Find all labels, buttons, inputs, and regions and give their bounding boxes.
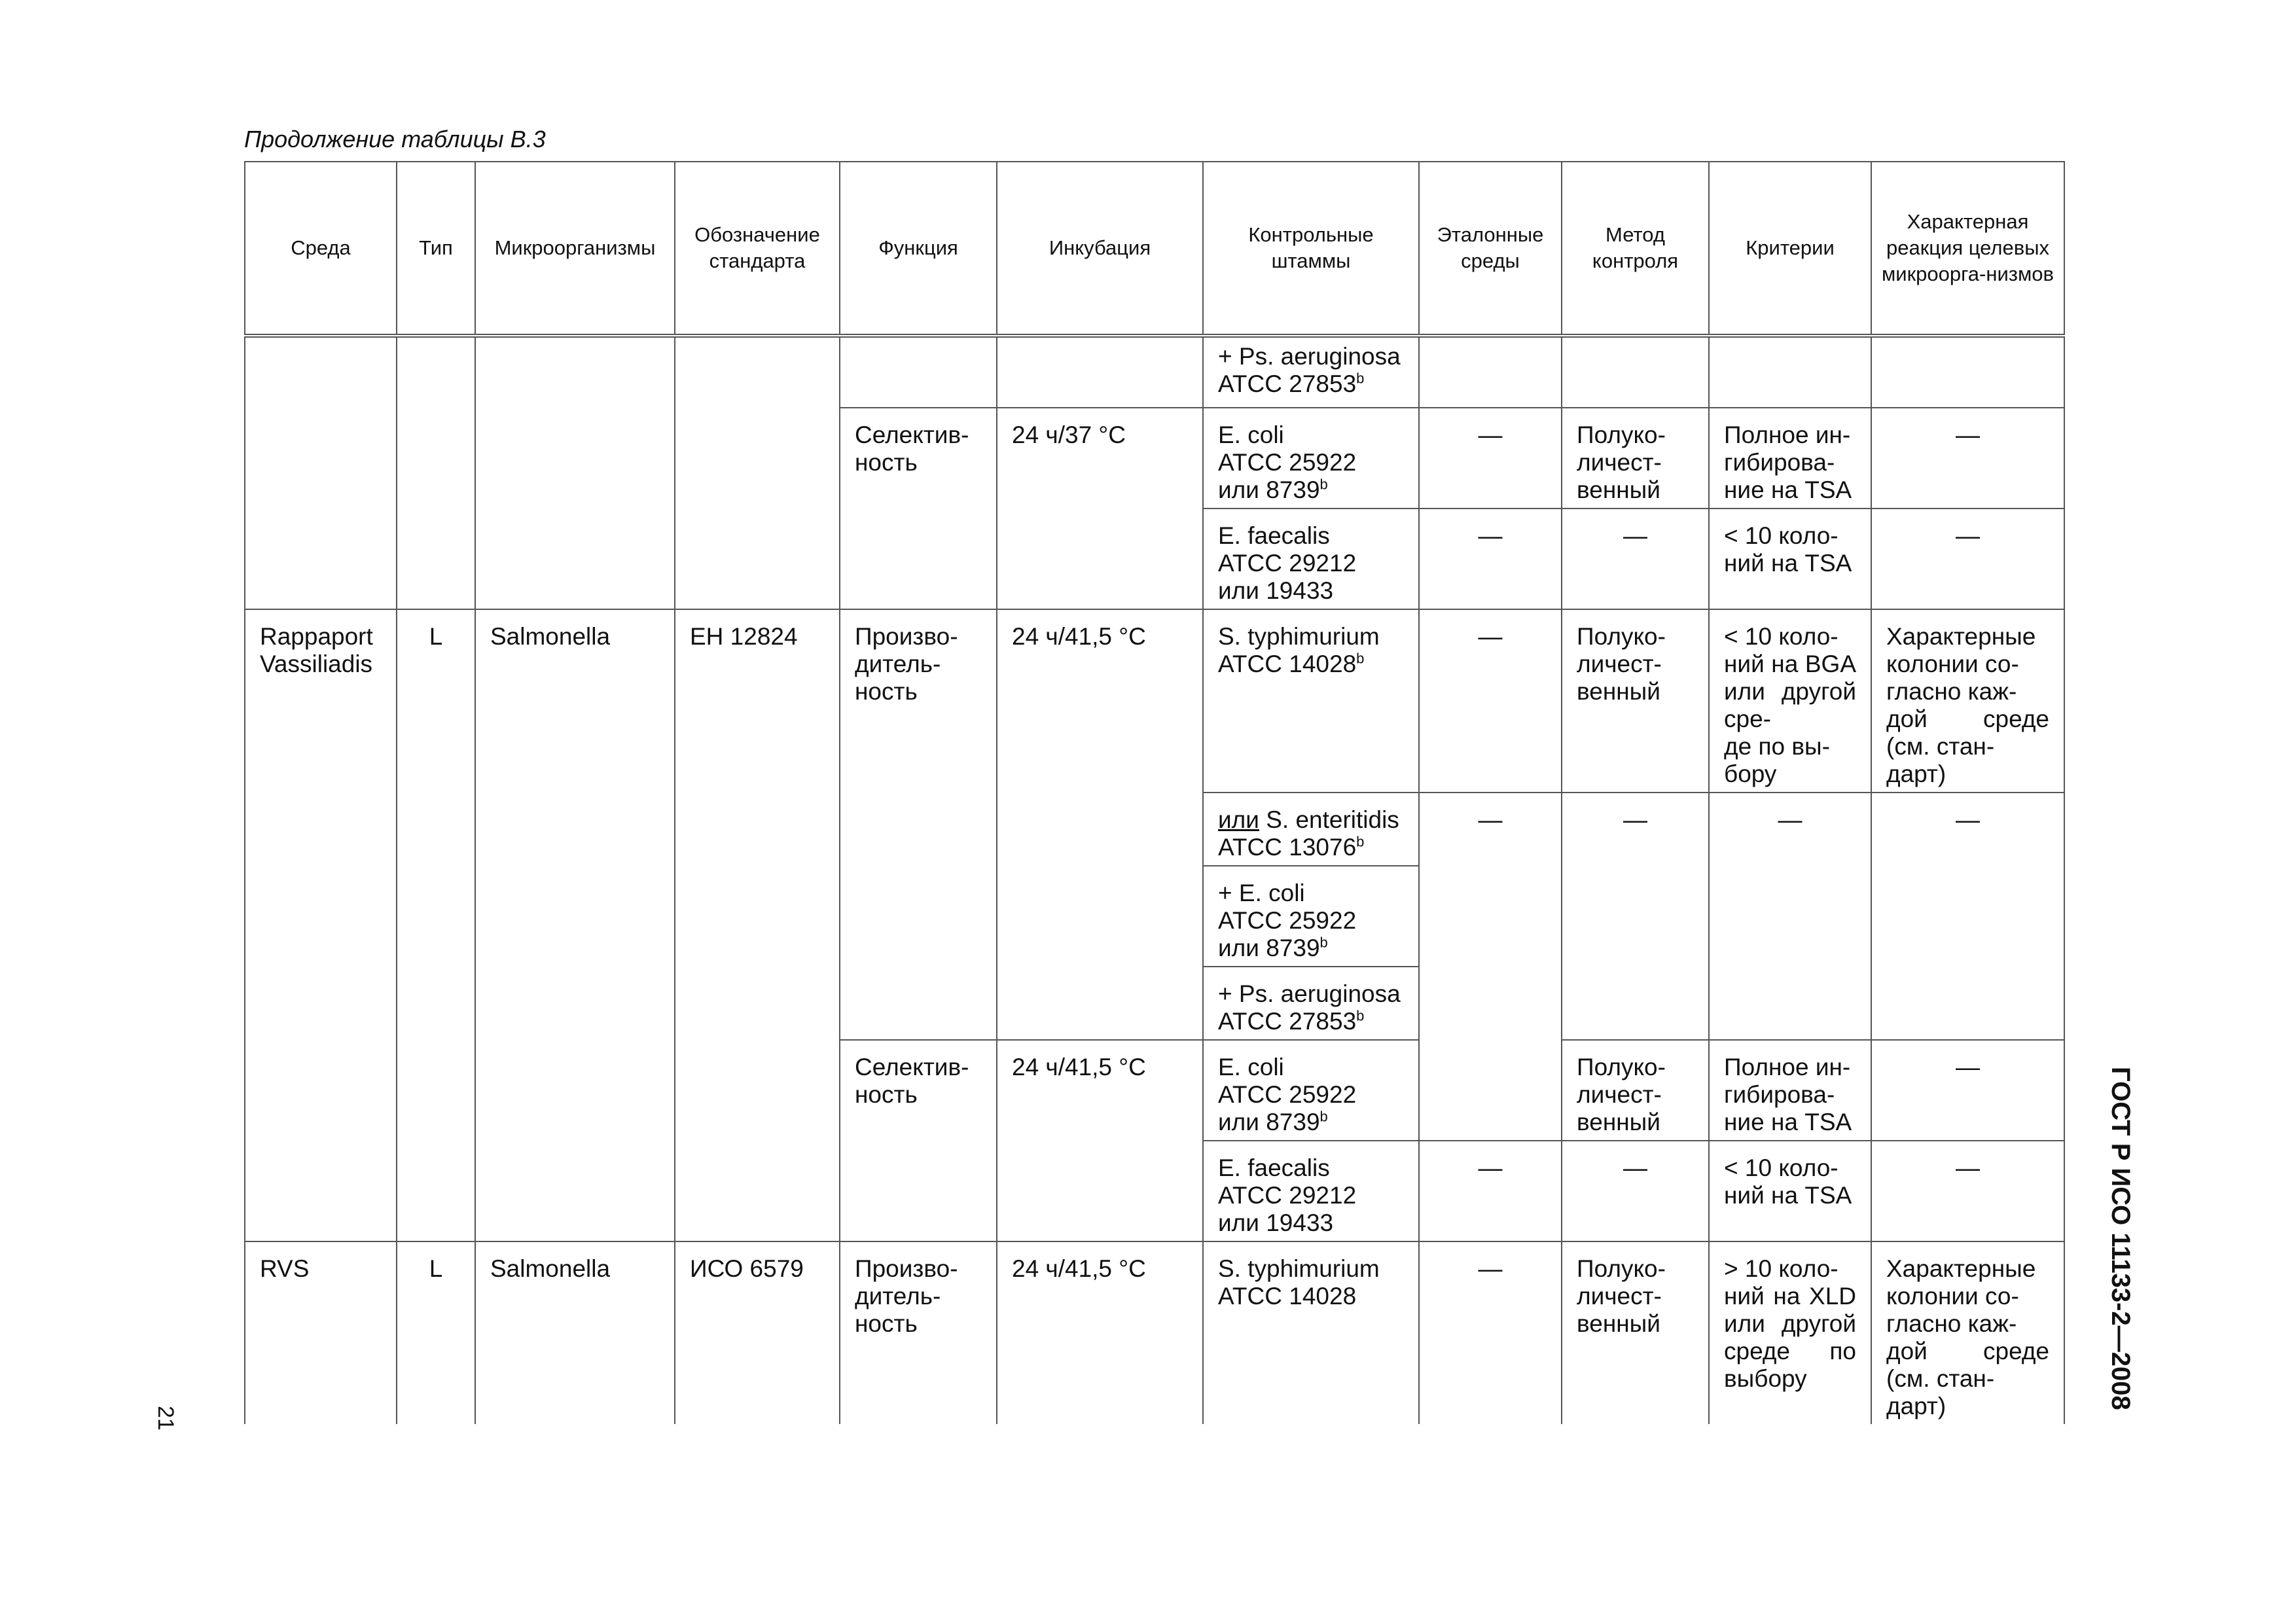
cell-type: L: [397, 1241, 475, 1424]
header-row: [245, 162, 2064, 336]
header-control-method: Метод контроля: [1562, 162, 1709, 336]
header-medium: Среда: [245, 162, 397, 336]
cell-reaction: —: [1871, 508, 2064, 609]
header-organisms: Микроорганизмы: [475, 162, 675, 336]
cell-reaction: —: [1871, 408, 2064, 508]
cell-reaction: —: [1871, 793, 2064, 1040]
cell-strain: или S. enteritidis ATCC 13076$^b$: [1203, 793, 1419, 866]
cell-incubation: 24 ч/37 °С: [997, 408, 1203, 609]
cell-strain: E. faecalis ATCC 29212 или 19433: [1203, 1141, 1419, 1241]
cell-reference: —: [1419, 1241, 1562, 1424]
cell-incubation: 24 ч/41,5 °С: [997, 1040, 1203, 1241]
cell-criteria: —: [1709, 793, 1871, 1040]
header-reference-media: Эталонные среды: [1419, 162, 1562, 336]
cell-method: Полуко- личест- венный: [1562, 1040, 1709, 1141]
cell-criteria: > 10 коло- ний на XLD или другой среде по выбору: [1709, 1241, 1871, 1424]
cell-strain: + Ps. aeruginosa ATCC 27853$^b$: [1203, 967, 1419, 1040]
cell-function: [840, 336, 997, 408]
cell-reaction: Характерные колонии со- гласно каж- дой среде (см. стан- дарт): [1871, 1241, 2064, 1424]
cell-method: —: [1562, 793, 1709, 1040]
document-id: ГОСТ Р ИСО 11133-2—2008: [2106, 1067, 2135, 1410]
cell-organism: Salmonella: [475, 609, 675, 1241]
cell-criteria: Полное ин- гибирова- ние на TSA: [1709, 1040, 1871, 1141]
table-row: [245, 609, 2064, 793]
media-table: [244, 161, 2065, 1424]
header-incubation: Инкубация: [997, 162, 1203, 336]
cell-organism: Salmonella: [475, 1241, 675, 1424]
cell-reference: [1419, 336, 1562, 408]
cell-type: [397, 336, 475, 609]
cell-strain: + Ps. aeruginosa ATCC 27853$^b$: [1203, 336, 1419, 408]
cell-strain: + E. coli ATCC 25922 или 8739$^b$: [1203, 866, 1419, 967]
cell-function: Произво- дитель- ность: [840, 1241, 997, 1424]
header-control-strains: Контрольные штаммы: [1203, 162, 1419, 336]
cell-criteria: Полное ин- гибирова- ние на TSA: [1709, 408, 1871, 508]
cell-strain: S. typhimurium ATCC 14028$^b$: [1203, 609, 1419, 793]
header-function: Функция: [840, 162, 997, 336]
cell-medium: RVS: [245, 1241, 397, 1424]
cell-reaction: —: [1871, 1040, 2064, 1141]
cell-organism: [475, 336, 675, 609]
cell-strain: E. coli ATCC 25922 или 8739$^b$: [1203, 408, 1419, 508]
cell-criteria: [1709, 336, 1871, 408]
cell-reaction: [1871, 336, 2064, 408]
cell-reference: —: [1419, 793, 1562, 1141]
cell-reference: —: [1419, 508, 1562, 609]
page-number: 21: [153, 1406, 178, 1431]
cell-strain: E. coli ATCC 25922 или 8739$^b$: [1203, 1040, 1419, 1141]
cell-criteria: < 10 коло- ний на TSA: [1709, 1141, 1871, 1241]
cell-criteria: < 10 коло- ний на TSA: [1709, 508, 1871, 609]
header-standard: Обозначение стандарта: [675, 162, 840, 336]
table-row: [245, 336, 2064, 408]
cell-incubation: 24 ч/41,5 °С: [997, 609, 1203, 1040]
cell-standard: [675, 336, 840, 609]
cell-incubation: [997, 336, 1203, 408]
cell-method: Полуко- личест- венный: [1562, 1241, 1709, 1424]
cell-method: —: [1562, 1141, 1709, 1241]
header-criteria: Критерии: [1709, 162, 1871, 336]
cell-medium: [245, 336, 397, 609]
cell-standard: EH 12824: [675, 609, 840, 1241]
header-characteristic-reaction: Характерная реакция целевых микроорга-низмов: [1871, 162, 2064, 336]
cell-reaction: Характерные колонии со- гласно каж- дой среде (см. стан- дарт): [1871, 609, 2064, 793]
cell-reaction: —: [1871, 1141, 2064, 1241]
table-row: [245, 1241, 2064, 1424]
cell-method: Полуко- личест- венный: [1562, 609, 1709, 793]
header-type: Тип: [397, 162, 475, 336]
cell-incubation: 24 ч/41,5 °С: [997, 1241, 1203, 1424]
cell-type: L: [397, 609, 475, 1241]
table-caption: Продолжение таблицы В.3: [244, 126, 546, 152]
cell-strain: E. faecalis ATCC 29212 или 19433: [1203, 508, 1419, 609]
cell-reference: —: [1419, 1141, 1562, 1241]
cell-function: Произво- дитель- ность: [840, 609, 997, 1040]
cell-function: Селектив- ность: [840, 408, 997, 609]
cell-criteria: < 10 коло- ний на BGA или другой сре- де по вы- бору: [1709, 609, 1871, 793]
cell-method: Полуко- личест- венный: [1562, 408, 1709, 508]
cell-reference: —: [1419, 408, 1562, 508]
cell-standard: ИСО 6579: [675, 1241, 840, 1424]
cell-function: Селектив- ность: [840, 1040, 997, 1241]
cell-method: [1562, 336, 1709, 408]
cell-strain: S. typhimurium ATCC 14028: [1203, 1241, 1419, 1424]
cell-reference: —: [1419, 609, 1562, 793]
cell-medium: Rappaport Vassiliadis: [245, 609, 397, 1241]
cell-method: —: [1562, 508, 1709, 609]
